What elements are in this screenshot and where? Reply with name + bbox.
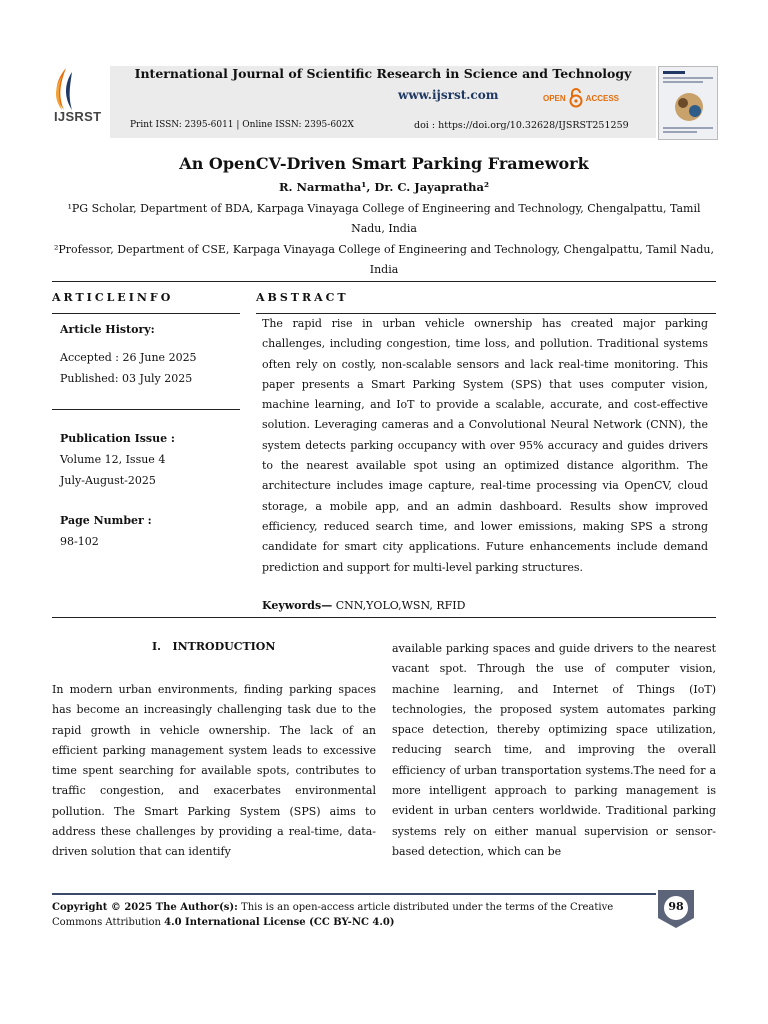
copyright-text: This is an open-access article distributed under the terms of the Creative Commons Attribution bbox=[52, 902, 614, 928]
license-text: 4.0 International License (CC BY-NC 4.0) bbox=[164, 917, 395, 928]
body-left-column: In modern urban environments, finding parking spaces has become an increasingly challenging task due to the rapid growth in vehicle ownership. The lack of an efficient parking management system leads to excessive time spent searching for available spots, contributes to traffic congestion, and exacerbates environmental pollution. The Smart Parking System (SPS) aims to address these challenges by providing a real-time, data-driven solution that can identify bbox=[52, 683, 376, 859]
issue-months: July-August-2025 bbox=[60, 474, 156, 487]
page-number-label: Page Number : bbox=[60, 514, 152, 527]
open-lock-icon bbox=[569, 88, 583, 108]
page-range: 98-102 bbox=[60, 535, 99, 548]
volume-issue: Volume 12, Issue 4 bbox=[60, 453, 166, 466]
open-access-left: OPEN bbox=[543, 93, 566, 103]
introduction-heading: I. INTRODUCTION bbox=[152, 640, 276, 653]
page-number-badge bbox=[656, 888, 696, 930]
doi-link[interactable]: doi : https://doi.org/10.32628/IJSRST251259 bbox=[414, 120, 629, 131]
open-access-badge bbox=[543, 88, 619, 108]
copyright-label: Copyright © 2025 The Author(s): bbox=[52, 902, 238, 913]
open-access-right: ACCESS bbox=[585, 93, 620, 103]
keywords-line bbox=[262, 599, 465, 612]
page-number: 98 bbox=[668, 900, 684, 913]
history-label: Article History: bbox=[60, 323, 155, 336]
abstract-heading: ABSTRACT bbox=[256, 291, 349, 304]
authors: R. Narmatha¹, Dr. C. Jayapratha² bbox=[278, 180, 490, 194]
flame-logo-icon bbox=[44, 66, 114, 112]
divider-top bbox=[52, 281, 716, 282]
footer-divider bbox=[52, 893, 656, 895]
issn-text: Print ISSN: 2395-6011 | Online ISSN: 2395-602X bbox=[130, 120, 354, 130]
journal-title: International Journal of Scientific Research in Science and Technology bbox=[134, 66, 632, 81]
divider-bottom bbox=[52, 617, 716, 618]
body-right-column: available parking spaces and guide drivers to the nearest vacant spot. Through the use of computer vision, machine learning, and Internet of Things (IoT) technologies, the proposed system automates parking space detection, thereby optimizing space utilization, reducing search time, and improving the overall efficiency of urban transportation systems.The need for a more intelligent approach to parking management is evident in urban centers worldwide. Traditional parking systems rely on either manual supervision or sensor-based detection, which can be bbox=[392, 642, 716, 858]
affiliation-1: ¹PG Scholar, Department of BDA, Karpaga Vinayaga College of Engineering and Technology, Chengalpattu, Tamil Nadu, India bbox=[67, 202, 701, 235]
keywords-label: Keywords— bbox=[262, 599, 333, 612]
journal-cover-image bbox=[658, 66, 718, 140]
copyright-notice bbox=[52, 900, 648, 930]
paper-title: An OpenCV-Driven Smart Parking Framework bbox=[179, 154, 589, 173]
published-date: Published: 03 July 2025 bbox=[60, 372, 193, 385]
affiliation-2: ²Professor, Department of CSE, Karpaga Vinayaga College of Engineering and Technology, Chengalpattu, Tamil Nadu, India bbox=[53, 243, 715, 276]
abstract-text: The rapid rise in urban vehicle ownership has created major parking challenges, including congestion, time loss, and pollution. Traditional systems often rely on costly, non-scalable sensors and lack real-time monitoring. This paper presents a Smart Parking System (SPS) that uses computer vision, machine learning, and IoT to provide a scalable, accurate, and cost-effective solution. Leveraging cameras and a Convolutional Neural Network (CNN), the system detects parking occupancy with over 95% accuracy and guides drivers to the nearest available spot using an optimized distance algorithm. The architecture includes image capture, real-time processing via OpenCV, cloud storage, a mobile app, and an admin dashboard. Results show improved efficiency, reduced search time, and lower emissions, making SPS a strong candidate for smart city applications. Future enhancements include demand prediction and support for multi-level parking structures. bbox=[262, 317, 708, 574]
keywords-list: CNN,YOLO,WSN, RFID bbox=[332, 599, 466, 612]
accepted-date: Accepted : 26 June 2025 bbox=[60, 351, 197, 364]
issue-label: Publication Issue : bbox=[60, 432, 175, 445]
journal-url-link[interactable]: www.ijsrst.com bbox=[398, 88, 499, 102]
article-info-heading: ARTICLEINFO bbox=[52, 291, 174, 304]
divider-info-mid bbox=[52, 409, 240, 410]
divider-info-head bbox=[52, 313, 240, 314]
logo-text: IJSRST bbox=[54, 109, 102, 124]
